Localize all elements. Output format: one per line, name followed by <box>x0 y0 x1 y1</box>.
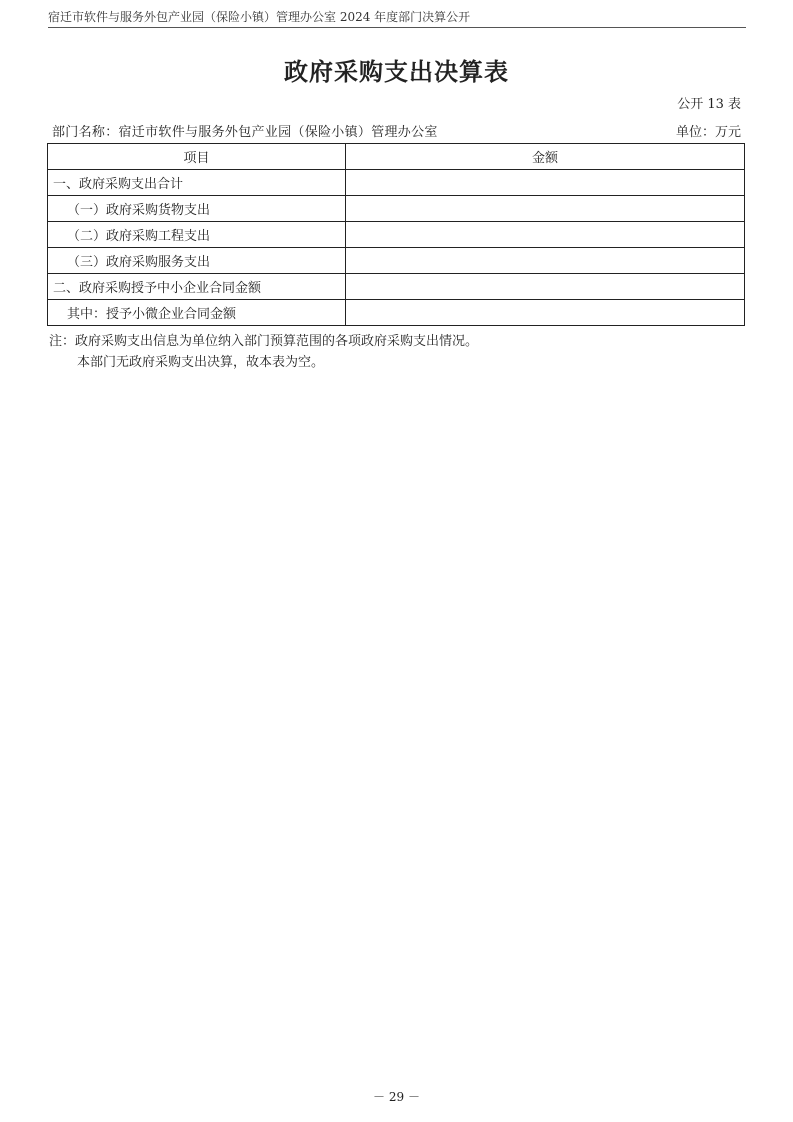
procurement-table <box>47 143 745 326</box>
row-item-label: （二）政府采购工程支出 <box>67 229 211 244</box>
unit-label: 单位：万元 <box>675 125 741 140</box>
running-header: 宿迁市软件与服务外包产业园（保险小镇）管理办公室 2024 年度部门决算公开 <box>48 10 471 24</box>
department-name: 部门名称：宿迁市软件与服务外包产业园（保险小镇）管理办公室 <box>52 125 438 140</box>
table-row <box>48 274 745 300</box>
row-amount-cell <box>346 222 745 248</box>
row-item-cell <box>48 248 346 274</box>
row-item-cell <box>48 274 346 300</box>
row-item-label: 一、政府采购支出合计 <box>53 177 184 192</box>
table-row <box>48 222 745 248</box>
table-header-row <box>48 144 745 170</box>
row-item-label: 其中：授予小微企业合同金额 <box>67 307 237 322</box>
table-row <box>48 300 745 326</box>
row-item-label: （一）政府采购货物支出 <box>67 203 211 218</box>
row-item-cell <box>48 170 346 196</box>
page-number: － 29 － <box>373 1090 420 1104</box>
row-item-cell <box>48 222 346 248</box>
column-header-amount: 金额 <box>346 144 745 170</box>
header-divider <box>48 27 746 28</box>
table-row <box>48 248 745 274</box>
row-item-cell <box>48 300 346 326</box>
row-item-label: 二、政府采购授予中小企业合同金额 <box>53 281 262 296</box>
row-item-label: （三）政府采购服务支出 <box>67 255 211 270</box>
table-number: 公开 13 表 <box>677 97 741 112</box>
row-amount-cell <box>346 170 745 196</box>
footnote-line-1: 注：政府采购支出信息为单位纳入部门预算范围的各项政府采购支出情况。 <box>49 334 479 349</box>
table-row <box>48 196 745 222</box>
row-amount-cell <box>346 300 745 326</box>
column-header-item: 项目 <box>48 144 346 170</box>
page-title: 政府采购支出决算表 <box>284 58 509 86</box>
row-amount-cell <box>346 274 745 300</box>
table-row <box>48 170 745 196</box>
row-amount-cell <box>346 248 745 274</box>
footnote-line-2: 本部门无政府采购支出决算，故本表为空。 <box>77 355 325 370</box>
row-item-cell <box>48 196 346 222</box>
row-amount-cell <box>346 196 745 222</box>
